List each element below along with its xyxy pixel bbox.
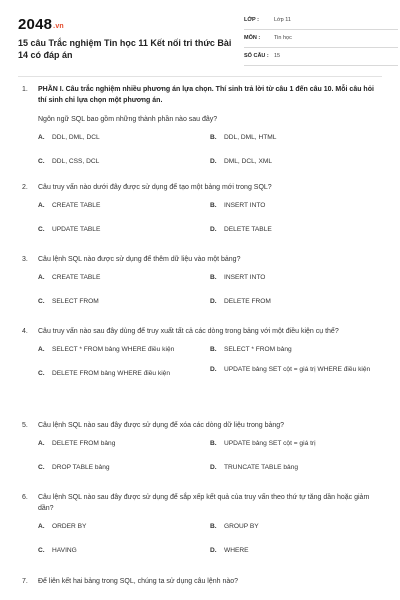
header-divider	[18, 76, 382, 77]
option-a[interactable]	[38, 345, 208, 354]
option-letter: D.	[210, 547, 217, 554]
option-text: TRUNCATE TABLE bảng	[224, 464, 299, 471]
option-a[interactable]	[38, 133, 208, 142]
option-text: WHERE	[224, 547, 249, 554]
option-text: UPDATE TABLE	[52, 226, 101, 233]
question-number: 6.	[22, 494, 28, 501]
meta-row-subject	[244, 32, 398, 48]
meta-label: MÔN :	[244, 35, 261, 41]
option-letter: D.	[210, 366, 217, 373]
option-text: DDL, DML, HTML	[224, 134, 277, 141]
question-text: Câu lệnh SQL nào sau đây được sử dụng để sắp xếp kết quả của truy vấn theo thứ tự tăng dần hoặc giảm dần?	[38, 494, 370, 512]
question-text: Câu lệnh SQL nào sau đây được sử dụng để xóa các dòng dữ liệu trong bảng?	[38, 422, 285, 429]
question-item	[22, 326, 378, 391]
document-meta	[244, 14, 398, 68]
option-letter: D.	[210, 158, 217, 165]
option-letter: D.	[210, 464, 217, 471]
option-grid	[38, 439, 378, 485]
option-letter: C.	[38, 298, 45, 305]
question-number: 1.	[22, 86, 28, 93]
question-item	[22, 492, 378, 568]
question-item	[22, 84, 378, 179]
question-text: Ngôn ngữ SQL bao gồm những thành phần nào sau đây?	[38, 116, 218, 123]
option-letter: B.	[210, 523, 217, 530]
option-c[interactable]	[38, 297, 208, 306]
option-letter: C.	[38, 370, 45, 377]
option-c[interactable]	[38, 225, 208, 234]
meta-label: SỐ CÂU :	[244, 53, 269, 59]
option-letter: C.	[38, 464, 45, 471]
option-letter: A.	[38, 523, 45, 530]
section-intro: PHẦN I. Câu trắc nghiệm nhiều phương án lựa chọn. Thí sinh trả lời từ câu 1 đến câu 10. Mỗi câu hỏi thí sinh chỉ lựa chọn một phương án.	[38, 86, 374, 104]
option-letter: C.	[38, 158, 45, 165]
option-a[interactable]	[38, 273, 208, 282]
meta-value: 15	[274, 53, 281, 59]
option-d[interactable]	[210, 225, 380, 234]
question-item	[22, 254, 378, 319]
option-text: SELECT FROM	[52, 298, 99, 305]
meta-row-count	[244, 50, 398, 66]
logo-suffix: .vn	[53, 23, 64, 30]
question-text: Câu lệnh SQL nào được sử dụng để thêm dữ liệu vào một bảng?	[38, 256, 241, 263]
option-grid	[38, 201, 378, 247]
question-text: Để liên kết hai bảng trong SQL, chúng ta sử dụng câu lệnh nào?	[38, 578, 239, 585]
option-text: DELETE FROM	[224, 298, 271, 305]
option-text: DELETE FROM bảng WHERE điều kiện	[52, 370, 170, 377]
question-item	[22, 182, 378, 247]
option-b[interactable]	[210, 201, 380, 210]
option-text: DML, DCL, XML	[224, 158, 272, 165]
option-text: CREATE TABLE	[52, 202, 101, 209]
option-text: INSERT INTO	[224, 274, 266, 281]
option-b[interactable]	[210, 439, 380, 448]
option-b[interactable]	[210, 522, 380, 531]
option-a[interactable]	[38, 201, 208, 210]
option-d[interactable]	[210, 297, 380, 306]
option-text: SELECT * FROM bảng WHERE điều kiện	[52, 346, 175, 353]
option-text: DDL, DML, DCL	[52, 134, 100, 141]
option-c[interactable]	[38, 157, 208, 166]
option-letter: B.	[210, 202, 217, 209]
question-item	[22, 576, 378, 587]
option-letter: A.	[38, 440, 45, 447]
option-c[interactable]	[38, 369, 208, 378]
option-a[interactable]	[38, 522, 208, 531]
option-a[interactable]	[38, 439, 208, 448]
meta-value: Lớp 11	[274, 17, 291, 23]
option-c[interactable]	[38, 546, 208, 555]
question-number: 7.	[22, 578, 28, 585]
option-text: DELETE FROM bảng	[52, 440, 116, 447]
meta-row-class	[244, 14, 398, 30]
option-grid	[38, 133, 378, 179]
option-letter: B.	[210, 274, 217, 281]
option-letter: B.	[210, 346, 217, 353]
option-b[interactable]	[210, 345, 380, 354]
option-b[interactable]	[210, 133, 380, 142]
document-title: 15 câu Trắc nghiệm Tin học 11 Kết nối tri thức Bài 14 có đáp án	[18, 38, 232, 60]
question-item	[22, 420, 378, 485]
meta-value: Tin học	[274, 35, 292, 41]
option-text: GROUP BY	[224, 523, 259, 530]
option-d[interactable]	[210, 463, 380, 472]
option-letter: A.	[38, 274, 45, 281]
option-c[interactable]	[38, 463, 208, 472]
option-grid	[38, 522, 378, 568]
meta-label: LỚP :	[244, 17, 259, 23]
option-letter: C.	[38, 547, 45, 554]
option-text: CREATE TABLE	[52, 274, 101, 281]
site-logo[interactable]	[18, 16, 64, 33]
option-text: HAVING	[52, 547, 77, 554]
option-letter: B.	[210, 134, 217, 141]
option-letter: A.	[38, 346, 45, 353]
option-text: DDL, CSS, DCL	[52, 158, 100, 165]
option-text: INSERT INTO	[224, 202, 266, 209]
option-letter: B.	[210, 440, 217, 447]
document-header	[18, 12, 384, 70]
option-d[interactable]	[210, 157, 380, 166]
option-letter: C.	[38, 226, 45, 233]
option-letter: D.	[210, 226, 217, 233]
option-text: ORDER BY	[52, 523, 87, 530]
option-b[interactable]	[210, 273, 380, 282]
option-grid	[38, 273, 378, 319]
option-grid	[38, 345, 378, 391]
question-number: 2.	[22, 184, 28, 191]
option-text: UPDATE bảng SET cột = giá trị WHERE điều kiện	[224, 366, 371, 373]
option-text: DELETE TABLE	[224, 226, 272, 233]
option-text: DROP TABLE bảng	[52, 464, 110, 471]
option-letter: D.	[210, 298, 217, 305]
question-text: Câu truy vấn nào sau đây dùng để truy xuất tất cả các dòng trong bảng với một điều kiện cụ thể?	[38, 328, 339, 335]
option-text: UPDATE bảng SET cột = giá trị	[224, 440, 316, 447]
option-d[interactable]	[210, 365, 380, 374]
option-letter: A.	[38, 202, 45, 209]
option-d[interactable]	[210, 546, 380, 555]
question-number: 4.	[22, 328, 28, 335]
logo-text: 2048	[18, 16, 53, 33]
question-text: Câu truy vấn nào dưới đây được sử dụng để tạo một bảng mới trong SQL?	[38, 184, 272, 191]
option-text: SELECT * FROM bảng	[224, 346, 292, 353]
question-number: 5.	[22, 422, 28, 429]
option-letter: A.	[38, 134, 45, 141]
question-number: 3.	[22, 256, 28, 263]
